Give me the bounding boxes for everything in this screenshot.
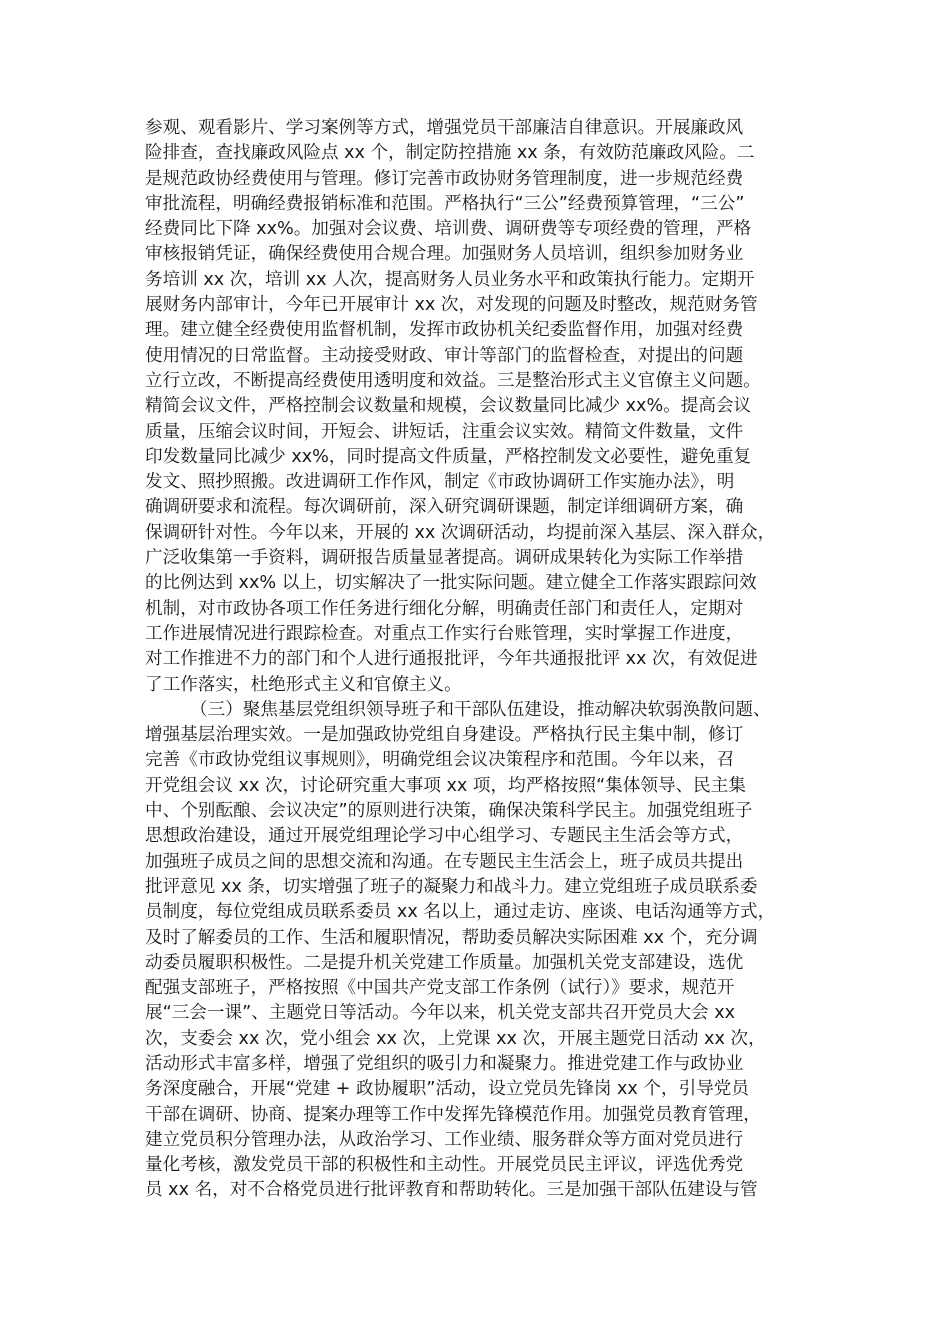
text-line: 批评意见 xx 条，切实增强了班子的凝聚力和战斗力。建立党组班子成员联系委 (145, 876, 758, 897)
text-line: 精简会议文件，严格控制会议数量和规模，会议数量同比减少 xx%。提高会议 (145, 396, 752, 417)
text-line: 的比例达到 xx% 以上，切实解决了一批实际问题。建立健全工作落实跟踪问效 (145, 573, 757, 594)
text-line (145, 1204, 835, 1229)
text-line: 印发数量同比减少 xx%，同时提高文件质量，严格控制发文必要性，避免重复 (145, 446, 752, 467)
text-line: 险排查，查找廉政风险点 xx 个，制定防控措施 xx 条，有效防范廉政风险。二 (145, 143, 755, 164)
text-line: 干部在调研、协商、提案办理等工作中发挥先锋模范作用。加强党员教育管理， (145, 1104, 761, 1125)
section-heading-line: （三）聚焦基层党组织领导班子和干部队伍建设，推动解决软弱涣散问题、 (190, 699, 771, 720)
text-line: 思想政治建设，通过开展党组理论学习中心组学习、专题民主生活会等方式， (145, 826, 744, 847)
text-line: 机制，对市政协各项工作任务进行细化分解，明确责任部门和责任人，定期对 (145, 598, 744, 619)
text-line: 务深度融合，开展“党建 + 政协履职”活动，设立党员先锋岗 xx 个，引导党员 (145, 1079, 749, 1100)
text-line: 经费同比下降 xx%。加强对会议费、培训费、调研费等专项经费的管理，严格 (145, 219, 752, 240)
text-line: 量化考核，激发党员干部的积极性和主动性。开展党员民主评议，评选优秀党 (145, 1155, 744, 1176)
text-line: 配强支部班子，严格按照《中国共产党支部工作条例（试行）》要求，规范开 (145, 978, 735, 999)
text-line: 确调研要求和流程。每次调研前，深入研究调研课题，制定详细调研方案，确 (145, 497, 744, 518)
text-line: 广泛收集第一手资料，调研报告质量显著提高。调研成果转化为实际工作举措 (145, 548, 744, 569)
text-line: 参观、观看影片、学习案例等方式，增强党员干部廉洁自律意识。开展廉政风 (145, 118, 744, 138)
text-line: 发文、照抄照搬。改进调研工作作风，制定《市政协调研工作实施办法》，明 (145, 472, 735, 493)
text-line: 活动形式丰富多样，增强了党组织的吸引力和凝聚力。推进党建工作与政协业 (145, 1053, 744, 1074)
text-line: 是规范政协经费使用与管理。修订完善市政协财务管理制度，进一步规范经费 (145, 168, 744, 189)
text-line: 增强基层治理实效。一是加强政协党组自身建设。严格执行民主集中制，修订 (145, 725, 744, 746)
text-line: 审批流程，明确经费报销标准和范围。严格执行“三公”经费预算管理，“三公” (145, 193, 745, 214)
body-text (145, 116, 835, 1229)
text-line: 加强班子成员之间的思想交流和沟通。在专题民主生活会上，班子成员共提出 (145, 851, 744, 872)
text-line: 建立党员积分管理办法，从政治学习、工作业绩、服务群众等方面对党员进行 (145, 1129, 744, 1150)
text-line: 工作进展情况进行跟踪检查。对重点工作实行台账管理，实时掌握工作进度， (145, 623, 744, 644)
text-line: 员制度，每位党组成员联系委员 xx 名以上，通过走访、座谈、电话沟通等方式， (145, 902, 776, 923)
text-line: 次，支委会 xx 次，党小组会 xx 次，上党课 xx 次，开展主题党日活动 xx 次， (145, 1028, 766, 1049)
text-line: 展财务内部审计，今年已开展审计 xx 次，对发现的问题及时整改，规范财务管 (145, 295, 758, 316)
text-line: 及时了解委员的工作、生活和履职情况，帮助委员解决实际困难 xx 个，充分调 (145, 927, 758, 948)
text-line: 务培训 xx 次，培训 xx 人次，提高财务人员业务水平和政策执行能力。定期开 (145, 269, 755, 290)
text-line: 了工作落实，杜绝形式主义和官僚主义。 (145, 674, 462, 695)
text-line: 展“三会一课”、主题党日等活动。今年以来，机关党支部共召开党员大会 xx (145, 1003, 736, 1024)
text-line: 对工作推进不力的部门和个人进行通报批评，今年共通报批评 xx 次，有效促进 (145, 649, 758, 670)
text-line: 使用情况的日常监督。主动接受财政、审计等部门的监督检查，对提出的问题 (145, 345, 744, 366)
text-line: 保调研针对性。今年以来，开展的 xx 次调研活动，均提前深入基层、深入群众， (145, 522, 776, 543)
text-line: 质量，压缩会议时间，开短会、讲短话，注重会议实效。精简文件数量，文件 (145, 421, 744, 442)
text-line: 中、个别酝酿、会议决定”的原则进行决策，确保决策科学民主。加强党组班子 (145, 801, 753, 822)
text-line: 审核报销凭证，确保经费使用合规合理。加强财务人员培训，组织参加财务业 (145, 244, 744, 265)
text-line: 动委员履职积极性。二是提升机关党建工作质量。加强机关党支部建设，选优 (145, 952, 744, 973)
text-line: 立行立改，不断提高经费使用透明度和效益。三是整治形式主义官僚主义问题。 (145, 370, 761, 391)
text-line: 开党组会议 xx 次，讨论研究重大事项 xx 项，均严格按照“集体领导、民主集 (145, 775, 746, 796)
text-line: 完善《市政协党组议事规则》，明确党组会议决策程序和范围。今年以来，召 (145, 750, 735, 771)
text-line: 员 xx 名，对不合格党员进行批评教育和帮助转化。三是加强干部队伍建设与管 (145, 1180, 758, 1201)
text-line: 理。建立健全经费使用监督机制，发挥市政协机关纪委监督作用，加强对经费 (145, 320, 744, 341)
